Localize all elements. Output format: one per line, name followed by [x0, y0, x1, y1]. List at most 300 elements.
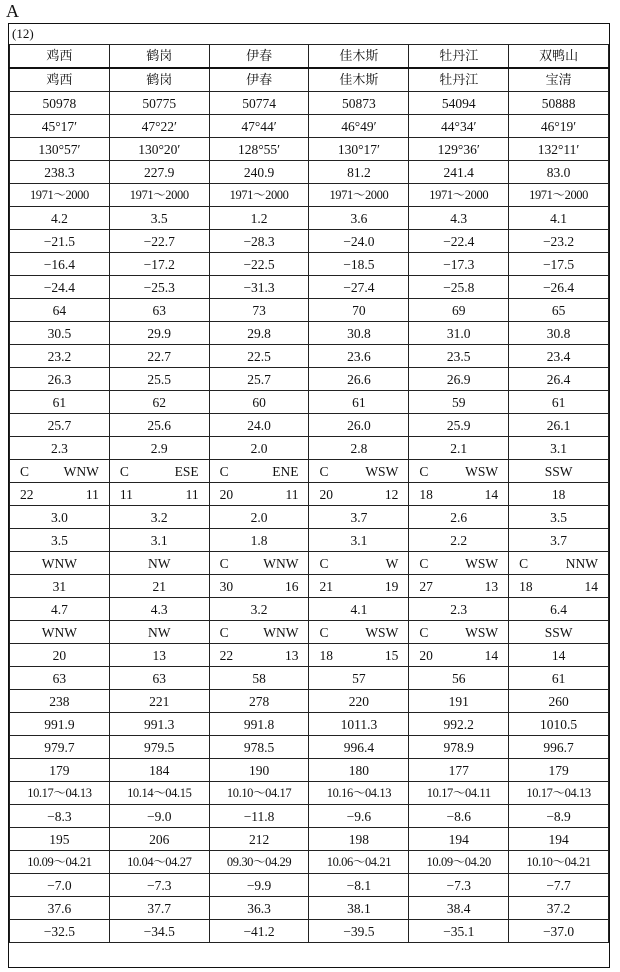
table-row: [10, 92, 609, 115]
table-cell: 1971～2000: [409, 184, 509, 207]
table-cell: WNW: [10, 552, 110, 575]
split-cell-pair: [513, 553, 604, 574]
table-cell: 130°20′: [109, 138, 209, 161]
table-row: [10, 782, 609, 805]
split-cell-value: WSW: [465, 463, 499, 479]
table-cell: 3.2: [209, 598, 309, 621]
split-cell-value: C: [419, 624, 429, 640]
split-cell-value: WNW: [263, 624, 299, 640]
table-cell: 128°55′: [209, 138, 309, 161]
table-cell: [209, 644, 309, 667]
table-cell: 鹤岗: [109, 45, 209, 69]
table-cell: [309, 621, 409, 644]
table-cell: 3.5: [109, 207, 209, 230]
table-cell: 10.09～04.21: [10, 851, 110, 874]
table-cell: −37.0: [509, 920, 609, 943]
table-cell: [10, 460, 110, 483]
table-cell: [309, 483, 409, 506]
split-cell-pair: [313, 576, 404, 597]
table-cell: 59: [409, 391, 509, 414]
split-cell-pair: [14, 484, 105, 505]
table-cell: 198: [309, 828, 409, 851]
table-cell: 23.5: [409, 345, 509, 368]
table-cell: −24.4: [10, 276, 110, 299]
split-cell-value: 11: [119, 486, 133, 502]
split-cell-value: 27: [419, 578, 433, 594]
table-cell: 双鸭山: [509, 45, 609, 69]
table-cell: [509, 575, 609, 598]
table-cell: 260: [509, 690, 609, 713]
table-cell: −7.7: [509, 874, 609, 897]
table-cell: 25.7: [209, 368, 309, 391]
table-cell: NW: [109, 552, 209, 575]
table-row: [10, 437, 609, 460]
table-cell: 73: [209, 299, 309, 322]
table-cell: 29.8: [209, 322, 309, 345]
table-row: [10, 414, 609, 437]
table-cell: 3.1: [509, 437, 609, 460]
table-cell: 2.3: [10, 437, 110, 460]
table-cell: 佳木斯: [309, 68, 409, 92]
split-cell-value: 19: [384, 578, 399, 594]
split-cell-pair: [214, 553, 305, 574]
table-cell: −24.0: [309, 230, 409, 253]
table-cell: [209, 621, 309, 644]
table-cell: −9.0: [109, 805, 209, 828]
table-cell: 26.4: [509, 368, 609, 391]
table-cell: [409, 644, 509, 667]
table-cell: 10.06～04.21: [309, 851, 409, 874]
table-cell: 180: [309, 759, 409, 782]
table-cell: 61: [309, 391, 409, 414]
split-cell-pair: [313, 461, 404, 482]
table-cell: 3.6: [309, 207, 409, 230]
table-cell: 1971～2000: [10, 184, 110, 207]
table-cell: 14: [509, 644, 609, 667]
table-cell: 50978: [10, 92, 110, 115]
table-row: [10, 322, 609, 345]
split-cell-value: WNW: [263, 555, 299, 571]
table-cell: −25.8: [409, 276, 509, 299]
split-cell-pair: [214, 484, 305, 505]
table-cell: 24.0: [209, 414, 309, 437]
split-cell-value: 13: [284, 647, 299, 663]
split-cell-value: 11: [85, 486, 99, 502]
table-cell: 69: [409, 299, 509, 322]
table-row: [10, 897, 609, 920]
table-cell: 鹤岗: [109, 68, 209, 92]
table-cell: 2.2: [409, 529, 509, 552]
table-cell: 129°36′: [409, 138, 509, 161]
table-cell: 38.4: [409, 897, 509, 920]
table-cell: 130°57′: [10, 138, 110, 161]
table-cell: [509, 552, 609, 575]
split-cell-value: 18: [519, 578, 533, 594]
table-cell: 58: [209, 667, 309, 690]
table-row: [10, 644, 609, 667]
split-cell-value: WSW: [465, 555, 499, 571]
table-row: [10, 667, 609, 690]
table-cell: 61: [509, 667, 609, 690]
table-number: (12): [12, 26, 34, 41]
table-cell: −16.4: [10, 253, 110, 276]
table-cell: 212: [209, 828, 309, 851]
table-cell: 25.6: [109, 414, 209, 437]
table-cell: −9.6: [309, 805, 409, 828]
split-cell-value: W: [385, 555, 399, 571]
split-cell-value: C: [219, 463, 229, 479]
table-row: [10, 828, 609, 851]
table-cell: 1010.5: [509, 713, 609, 736]
split-cell-value: WSW: [465, 624, 499, 640]
table-cell: 46°19′: [509, 115, 609, 138]
table-cell: 63: [109, 667, 209, 690]
split-cell-value: C: [419, 555, 429, 571]
table-cell: −23.2: [509, 230, 609, 253]
table-cell: 29.9: [109, 322, 209, 345]
table-cell: SSW: [509, 460, 609, 483]
table-cell: 991.8: [209, 713, 309, 736]
table-cell: 2.0: [209, 437, 309, 460]
table-cell: 4.1: [309, 598, 409, 621]
split-cell-value: ENE: [272, 463, 299, 479]
table-cell: 3.1: [109, 529, 209, 552]
table-row: [10, 207, 609, 230]
table-row: [10, 690, 609, 713]
table-cell: 30.8: [309, 322, 409, 345]
split-cell-pair: [413, 484, 504, 505]
split-cell-value: 14: [484, 486, 499, 502]
table-cell: −8.3: [10, 805, 110, 828]
table-cell: 50775: [109, 92, 209, 115]
table-cell: 25.5: [109, 368, 209, 391]
table-cell: −9.9: [209, 874, 309, 897]
table-cell: 70: [309, 299, 409, 322]
table-cell: 194: [509, 828, 609, 851]
table-cell: [409, 621, 509, 644]
table-cell: [309, 460, 409, 483]
split-cell-value: C: [219, 555, 229, 571]
split-cell-pair: [313, 645, 404, 666]
table-cell: 130°17′: [309, 138, 409, 161]
table-cell: [409, 552, 509, 575]
table-cell: 佳木斯: [309, 45, 409, 69]
table-cell: 978.9: [409, 736, 509, 759]
table-row: [10, 45, 609, 69]
split-cell-value: 20: [419, 647, 433, 663]
table-cell: 1971～2000: [109, 184, 209, 207]
table-cell: 23.2: [10, 345, 110, 368]
table-row: [10, 184, 609, 207]
table-row: [10, 552, 609, 575]
table-cell: 1011.3: [309, 713, 409, 736]
split-cell-value: C: [519, 555, 529, 571]
table-cell: −8.6: [409, 805, 509, 828]
table-cell: 978.5: [209, 736, 309, 759]
table-row: [10, 851, 609, 874]
table-cell: −11.8: [209, 805, 309, 828]
table-cell: 1971～2000: [509, 184, 609, 207]
table-cell: 2.3: [409, 598, 509, 621]
table-cell: 996.4: [309, 736, 409, 759]
split-cell-value: C: [20, 463, 30, 479]
table-cell: 18: [509, 483, 609, 506]
table-row: [10, 115, 609, 138]
table-cell: −17.2: [109, 253, 209, 276]
table-cell: 20: [10, 644, 110, 667]
split-cell-pair: [214, 622, 305, 643]
table-row: [10, 368, 609, 391]
table-cell: [209, 575, 309, 598]
table-row: [10, 874, 609, 897]
table-cell: 992.2: [409, 713, 509, 736]
table-cell: 3.1: [309, 529, 409, 552]
table-row: [10, 575, 609, 598]
table-cell: 4.3: [409, 207, 509, 230]
split-cell-pair: [413, 461, 504, 482]
table-cell: 23.4: [509, 345, 609, 368]
table-cell: 6.4: [509, 598, 609, 621]
table-cell: 36.3: [209, 897, 309, 920]
split-cell-value: 11: [285, 486, 299, 502]
table-cell: [309, 575, 409, 598]
table-cell: 2.9: [109, 437, 209, 460]
split-cell-pair: [313, 622, 404, 643]
table-row: [10, 598, 609, 621]
table-row: [10, 161, 609, 184]
split-cell-value: 18: [319, 647, 333, 663]
table-cell: −18.5: [309, 253, 409, 276]
table-cell: −28.3: [209, 230, 309, 253]
table-cell: 191: [409, 690, 509, 713]
table-cell: 81.2: [309, 161, 409, 184]
climate-data-table: [9, 44, 609, 943]
table-cell: 179: [509, 759, 609, 782]
split-cell-value: 20: [319, 486, 333, 502]
table-cell: 45°17′: [10, 115, 110, 138]
table-cell: 伊春: [209, 45, 309, 69]
table-cell: NW: [109, 621, 209, 644]
split-cell-pair: [513, 576, 604, 597]
table-cell: −7.0: [10, 874, 110, 897]
table-cell: 50873: [309, 92, 409, 115]
table-cell: 伊春: [209, 68, 309, 92]
table-cell: 1971～2000: [209, 184, 309, 207]
table-cell: 26.6: [309, 368, 409, 391]
split-cell-value: 14: [584, 578, 598, 594]
table-cell: [209, 460, 309, 483]
table-cell: 54094: [409, 92, 509, 115]
table-cell: 宝清: [509, 68, 609, 92]
table-cell: 26.0: [309, 414, 409, 437]
table-cell: 25.9: [409, 414, 509, 437]
table-cell: −32.5: [10, 920, 110, 943]
table-cell: 996.7: [509, 736, 609, 759]
table-cell: 50888: [509, 92, 609, 115]
table-cell: 206: [109, 828, 209, 851]
table-cell: −17.3: [409, 253, 509, 276]
table-cell: 1971～2000: [309, 184, 409, 207]
table-row: [10, 621, 609, 644]
split-cell-value: C: [319, 463, 329, 479]
split-cell-value: WSW: [365, 624, 399, 640]
table-cell: 26.1: [509, 414, 609, 437]
split-cell-pair: [114, 484, 205, 505]
table-cell: 195: [10, 828, 110, 851]
table-cell: 09.30～04.29: [209, 851, 309, 874]
split-cell-value: C: [319, 555, 329, 571]
table-cell: 50774: [209, 92, 309, 115]
split-cell-pair: [413, 645, 504, 666]
table-row: [10, 230, 609, 253]
table-cell: 57: [309, 667, 409, 690]
table-cell: 979.7: [10, 736, 110, 759]
table-cell: 991.9: [10, 713, 110, 736]
table-cell: 13: [109, 644, 209, 667]
split-cell-pair: [214, 576, 305, 597]
table-cell: 10.14～04.15: [109, 782, 209, 805]
table-cell: −26.4: [509, 276, 609, 299]
table-cell: 26.3: [10, 368, 110, 391]
table-cell: 83.0: [509, 161, 609, 184]
table-cell: 31.0: [409, 322, 509, 345]
table-cell: −22.5: [209, 253, 309, 276]
split-cell-value: 12: [384, 486, 399, 502]
split-cell-pair: [413, 553, 504, 574]
split-cell-value: C: [119, 463, 129, 479]
table-cell: 鸡西: [10, 68, 110, 92]
table-cell: 2.8: [309, 437, 409, 460]
table-cell: [409, 575, 509, 598]
table-cell: 177: [409, 759, 509, 782]
table-cell: 10.17～04.13: [509, 782, 609, 805]
table-cell: −17.5: [509, 253, 609, 276]
table-cell: 37.7: [109, 897, 209, 920]
table-cell: 25.7: [10, 414, 110, 437]
table-cell: [309, 644, 409, 667]
split-cell-value: WSW: [365, 463, 399, 479]
table-row: [10, 253, 609, 276]
table-cell: 991.3: [109, 713, 209, 736]
table-cell: −8.9: [509, 805, 609, 828]
split-cell-value: 16: [284, 578, 299, 594]
table-row: [10, 759, 609, 782]
table-cell: 10.17～04.13: [10, 782, 110, 805]
table-cell: 62: [109, 391, 209, 414]
split-cell-pair: [14, 461, 105, 482]
table-row: [10, 391, 609, 414]
table-cell: −35.1: [409, 920, 509, 943]
table-cell: 979.5: [109, 736, 209, 759]
split-cell-pair: [214, 645, 305, 666]
table-cell: 23.6: [309, 345, 409, 368]
table-cell: 3.5: [10, 529, 110, 552]
table-cell: −22.7: [109, 230, 209, 253]
split-cell-value: C: [319, 624, 329, 640]
split-cell-pair: [313, 553, 404, 574]
table-cell: 1.8: [209, 529, 309, 552]
table-cell: [409, 460, 509, 483]
split-cell-pair: [214, 461, 305, 482]
table-cell: −21.5: [10, 230, 110, 253]
split-cell-value: 30: [219, 578, 234, 594]
table-cell: 4.7: [10, 598, 110, 621]
table-cell: −8.1: [309, 874, 409, 897]
split-cell-value: WNW: [63, 463, 99, 479]
table-cell: 22.7: [109, 345, 209, 368]
table-cell: 3.7: [309, 506, 409, 529]
table-cell: 2.6: [409, 506, 509, 529]
table-row: [10, 276, 609, 299]
split-cell-value: 20: [219, 486, 234, 502]
split-cell-pair: [114, 461, 205, 482]
table-cell: 10.10～04.17: [209, 782, 309, 805]
table-cell: 63: [10, 667, 110, 690]
table-cell: [10, 483, 110, 506]
table-cell: [209, 552, 309, 575]
table-cell: 牡丹江: [409, 68, 509, 92]
table-cell: 278: [209, 690, 309, 713]
table-cell: [209, 483, 309, 506]
table-cell: 3.7: [509, 529, 609, 552]
table-cell: 鸡西: [10, 45, 110, 69]
table-cell: 56: [409, 667, 509, 690]
table-row: [10, 138, 609, 161]
table-row: [10, 805, 609, 828]
split-cell-pair: [413, 622, 504, 643]
table-cell: 30.8: [509, 322, 609, 345]
table-cell: [309, 552, 409, 575]
split-cell-value: C: [419, 463, 429, 479]
table-cell: 3.5: [509, 506, 609, 529]
table-cell: 241.4: [409, 161, 509, 184]
table-cell: 2.1: [409, 437, 509, 460]
table-cell: 44°34′: [409, 115, 509, 138]
table-cell: 30.5: [10, 322, 110, 345]
table-cell: 4.2: [10, 207, 110, 230]
table-cell: −39.5: [309, 920, 409, 943]
table-cell: 1.2: [209, 207, 309, 230]
table-row: [10, 506, 609, 529]
split-cell-value: NNW: [565, 555, 598, 571]
table-cell: 179: [10, 759, 110, 782]
table-cell: −25.3: [109, 276, 209, 299]
table-row: [10, 299, 609, 322]
table-cell: 3.0: [10, 506, 110, 529]
table-cell: 3.2: [109, 506, 209, 529]
table-row: [10, 713, 609, 736]
table-row: [10, 483, 609, 506]
table-cell: 238: [10, 690, 110, 713]
table-cell: 61: [509, 391, 609, 414]
table-cell: 4.3: [109, 598, 209, 621]
split-cell-value: 13: [484, 578, 499, 594]
table-cell: 38.1: [309, 897, 409, 920]
table-cell: WNW: [10, 621, 110, 644]
split-cell-value: 18: [419, 486, 433, 502]
split-cell-value: 11: [185, 486, 199, 502]
table-cell: 37.2: [509, 897, 609, 920]
table-cell: 60: [209, 391, 309, 414]
table-cell: [109, 460, 209, 483]
table-cell: 227.9: [109, 161, 209, 184]
table-cell: −7.3: [409, 874, 509, 897]
table-cell: 64: [10, 299, 110, 322]
table-cell: 37.6: [10, 897, 110, 920]
table-cell: 21: [109, 575, 209, 598]
table-cell: [409, 483, 509, 506]
table-cell: 31: [10, 575, 110, 598]
